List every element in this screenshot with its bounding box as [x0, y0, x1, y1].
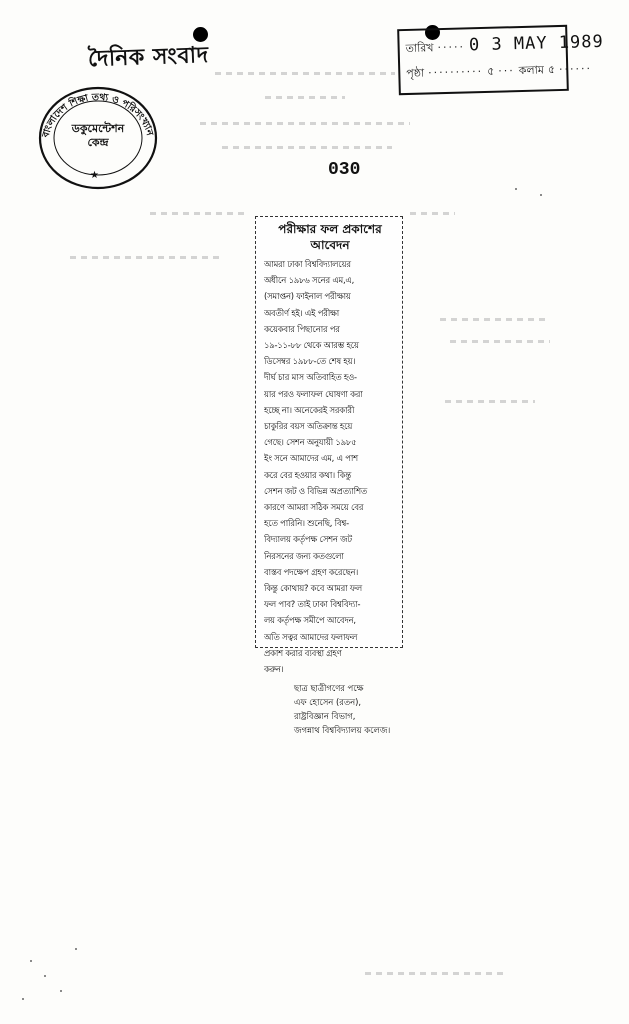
clipping-body-line: চাকুরির বয়স অতিক্রান্ত হয়ে — [264, 421, 353, 432]
stamp-page-label: পৃষ্ঠা — [406, 66, 425, 81]
clipping-body-line: (সমাপ্তন) ফাইনাল পরীক্ষায় — [264, 291, 351, 302]
clipping-body-line: প্রকাশ করার ব্যবস্থা গ্রহণ — [264, 647, 342, 658]
faint-bleedthrough-line — [70, 256, 220, 259]
clipping-body-line: নিরসনের জন্য কতগুলো — [264, 550, 344, 561]
clipping-signature-line: জগন্নাথ বিশ্ববিদ্যালয় কলেজ। — [294, 725, 391, 736]
faint-bleedthrough-line — [150, 212, 245, 215]
clipping-signature — [264, 681, 396, 737]
clipping-body-line: আমরা ঢাকা বিশ্ববিদ্যালয়ের — [264, 259, 351, 269]
clipping-body-line: ইং সনে আমাদের এম, এ পাশ — [264, 453, 358, 464]
faint-bleedthrough-line — [440, 318, 550, 321]
seal-center-text — [58, 122, 138, 150]
scan-speckle — [540, 194, 542, 196]
date-stamp-box — [397, 25, 605, 95]
faint-bleedthrough-line — [450, 340, 550, 343]
clipping-body-line: ডিসেম্বর ১৯৮৮-তে শেষ হয়। — [264, 356, 356, 367]
faint-bleedthrough-line — [445, 400, 535, 403]
clipping-subtitle: আবেদন — [310, 238, 350, 252]
clipping-body-line: ১৯-১১-৮৮ থেকে আরম্ভ হয়ে — [264, 340, 359, 351]
clipping-body-line: বাস্তব পদক্ষেপ গ্রহণ করেছেন। — [264, 566, 359, 577]
stamp-date-label: তারিখ — [405, 41, 434, 56]
clipping-body-line: ফল পাব? তাই ঢাকা বিশ্ববিদ্যা- — [264, 599, 361, 610]
stamp-date-row: তারিখ ····· 0 3 MAY 1989 — [405, 32, 604, 59]
documentation-center-seal — [36, 84, 160, 192]
stamp-column-label: কলাম — [518, 63, 545, 78]
clipping-body-line: হচ্ছে না। অনেকেরই সরকারী — [264, 404, 355, 415]
svg-text:★: ★ — [90, 170, 99, 181]
clipping-body-line: দীর্ঘ চার মাস অতিবাহিত হও- — [264, 372, 357, 383]
clipping-body-line: করে বের হওয়ার কথা। কিন্তু — [264, 469, 352, 480]
scan-speckle — [44, 975, 46, 977]
clipping-body-line: কয়েকবার পিছানোর পর — [264, 323, 340, 334]
faint-bleedthrough-line — [215, 72, 395, 75]
scan-speckle — [30, 960, 32, 962]
newspaper-masthead: দৈনিক সংবাদ — [87, 42, 209, 73]
clipping-body-line: অধীনে ১৯৮৬ সনের এম,এ, — [264, 275, 355, 286]
scan-speckle — [515, 188, 517, 190]
faint-bleedthrough-line — [200, 122, 410, 125]
clipping-body-line: সেশন জট ও বিভিন্ন অপ্রত্যাশিত — [264, 485, 367, 496]
seal-center-line1: ডকুমেন্টেশন — [71, 122, 125, 135]
seal-ring-text: বাংলাদেশ শিক্ষা তথ্য ও পরিসংখ্যান — [40, 91, 155, 139]
stamp-date-value: 0 3 MAY 1989 — [468, 31, 605, 56]
scan-speckle — [22, 998, 24, 1000]
scan-speckle — [75, 948, 77, 950]
clipping-signature-line: ছাত্র ছাত্রীগণের পক্ষে — [294, 683, 364, 694]
clipping-body-line: বিদ্যালয় কর্তৃপক্ষ সেশন জট — [264, 534, 352, 545]
faint-bleedthrough-line — [265, 96, 345, 99]
clipping-body-line: লয় কর্তৃপক্ষ সমীপে আবেদন, — [264, 615, 356, 626]
clipping-body-line: য়ার পরও ফলাফল ঘোষণা করা — [264, 388, 363, 399]
faint-bleedthrough-line — [365, 972, 505, 975]
clipping-body — [264, 256, 396, 677]
clipping-body-line: হতে পারিনি। শুনেছি, বিশ্ব- — [264, 518, 349, 529]
clipping-body-line: গেছে। সেশন অনুযায়ী ১৯৮৫ — [264, 437, 357, 448]
scan-speckle — [60, 990, 62, 992]
faint-bleedthrough-line — [410, 212, 455, 215]
page-number: 030 — [328, 160, 361, 180]
clipping-body-line: অতি সত্বর আমাদের ফলাফল — [264, 631, 358, 642]
stamp-column-value: ৫ — [547, 63, 556, 77]
clipping-signature-line: রাষ্ট্রবিজ্ঞান বিভাগ, — [294, 711, 356, 722]
clipping-body-line: অবতীর্ণ হই। এই পরীক্ষা — [264, 307, 340, 318]
clipping-body-line: করুন। — [264, 664, 284, 675]
stamp-page-row: পৃষ্ঠা ·········· ৫ ··· কলাম ৫ ······ — [406, 60, 592, 84]
clipping-title: পরীক্ষার ফল প্রকাশের — [278, 222, 382, 236]
clipping-body-line: কারণে আমরা সঠিক সময়ে বের — [264, 502, 364, 513]
faint-bleedthrough-line — [222, 146, 392, 149]
seal-center-line2: কেন্দ্র — [87, 136, 109, 149]
newspaper-clipping — [255, 216, 403, 736]
stamp-page-value: ৫ — [486, 64, 495, 78]
clipping-signature-line: এফ হোসেন (রতন), — [294, 697, 362, 708]
clipping-body-line: কিন্তু কোথায়? কবে আমরা ফল — [264, 583, 362, 594]
